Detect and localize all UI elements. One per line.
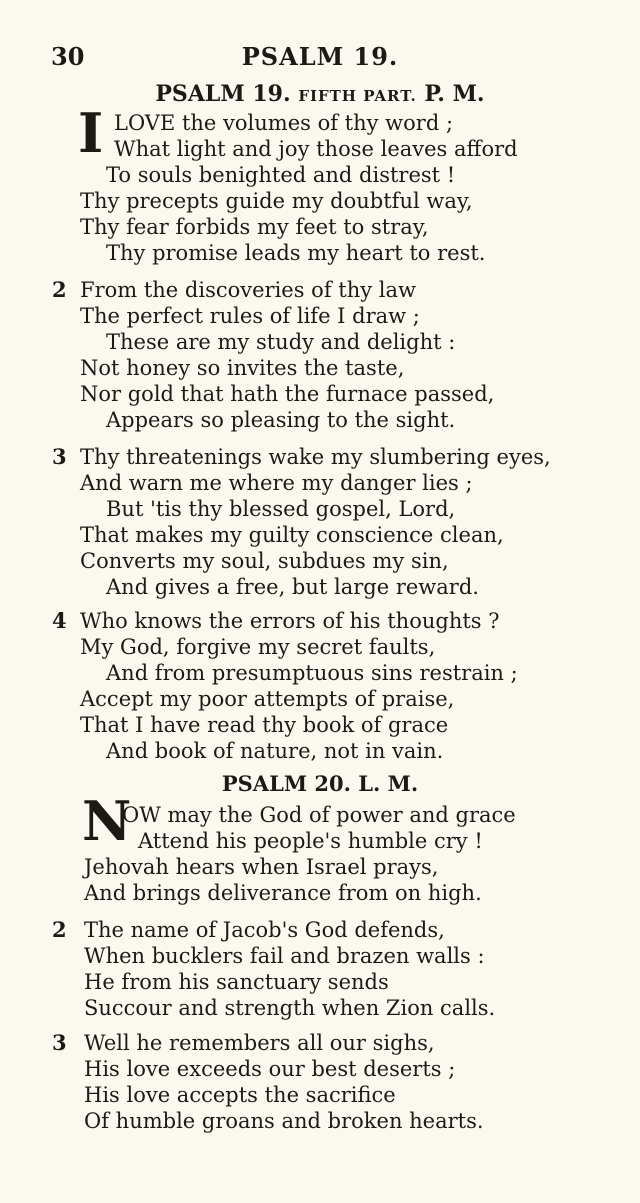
verse-line: Who knows the errors of his thoughts ? [80,609,500,633]
page-header [0,42,640,78]
psalm20-first-line: OW may the God of power and grace [122,803,516,827]
verse-line: Of humble groans and broken hearts. [84,1109,484,1133]
psalm19-title-meter: P. M. [424,81,485,107]
running-head: PSALM 19. [241,42,399,71]
verse-line: What light and joy those leaves afford [114,137,518,161]
psalm19-title-main: PSALM 19. [155,81,291,107]
verse-line: My God, forgive my secret faults, [80,635,436,659]
verse-line: But 'tis thy blessed gospel, Lord, [106,497,456,521]
verse-line: From the discoveries of thy law [80,278,416,302]
verse-line: And gives a free, but large reward. [106,575,479,599]
verse-line: Attend his people's humble cry ! [138,829,483,853]
stanza-number: 4 [52,608,67,633]
verse-line: His love accepts the sacrifice [84,1083,396,1107]
verse-line: Not honey so invites the taste, [80,356,405,380]
verse-line: Succour and strength when Zion calls. [84,996,496,1020]
page-number: 30 [51,42,85,71]
verse-line: When bucklers fail and brazen walls : [84,944,485,968]
verse-line: Thy promise leads my heart to rest. [106,241,486,265]
stanza-number: 2 [52,917,67,942]
verse-line: That makes my guilty conscience clean, [80,523,504,547]
psalm19-title-part: FIFTH PART. [298,87,417,105]
verse-line: Nor gold that hath the furnace passed, [80,382,495,406]
psalm19-first-line: LOVE the volumes of thy word ; [114,111,454,135]
verse-line: Converts my soul, subdues my sin, [80,549,449,573]
verse-line: Appears so pleasing to the sight. [106,408,456,432]
stanza-number: 3 [52,1030,67,1055]
verse-line: The name of Jacob's God defends, [84,918,445,942]
verse-line: Well he remembers all our sighs, [84,1031,435,1055]
psalm19-dropcap: I [78,101,104,165]
stanza-number: 3 [52,444,67,469]
verse-line: To souls benighted and distrest ! [106,163,456,187]
verse-line: Jehovah hears when Israel prays, [84,855,439,879]
psalm20-title: PSALM 20. L. M. [221,771,419,796]
verse-line: These are my study and delight : [106,330,456,354]
verse-line: And warn me where my danger lies ; [80,471,473,495]
verse-line: His love exceeds our best deserts ; [84,1057,456,1081]
verse-line: And book of nature, not in vain. [106,739,444,763]
verse-line: And brings deliverance from on high. [84,881,482,905]
stanza-number: 2 [52,277,67,302]
verse-line: Thy fear forbids my feet to stray, [80,215,429,239]
verse-line: Thy threatenings wake my slumbering eyes, [80,445,551,469]
verse-line: He from his sanctuary sends [84,970,389,994]
verse-line: Thy precepts guide my doubtful way, [80,189,473,213]
verse-line: The perfect rules of life I draw ; [80,304,420,328]
psalm20-dropcap: N [82,789,132,853]
verse-line: That I have read thy book of grace [80,713,449,737]
verse-line: Accept my poor attempts of praise, [80,687,455,711]
verse-line: And from presumptuous sins restrain ; [106,661,518,685]
